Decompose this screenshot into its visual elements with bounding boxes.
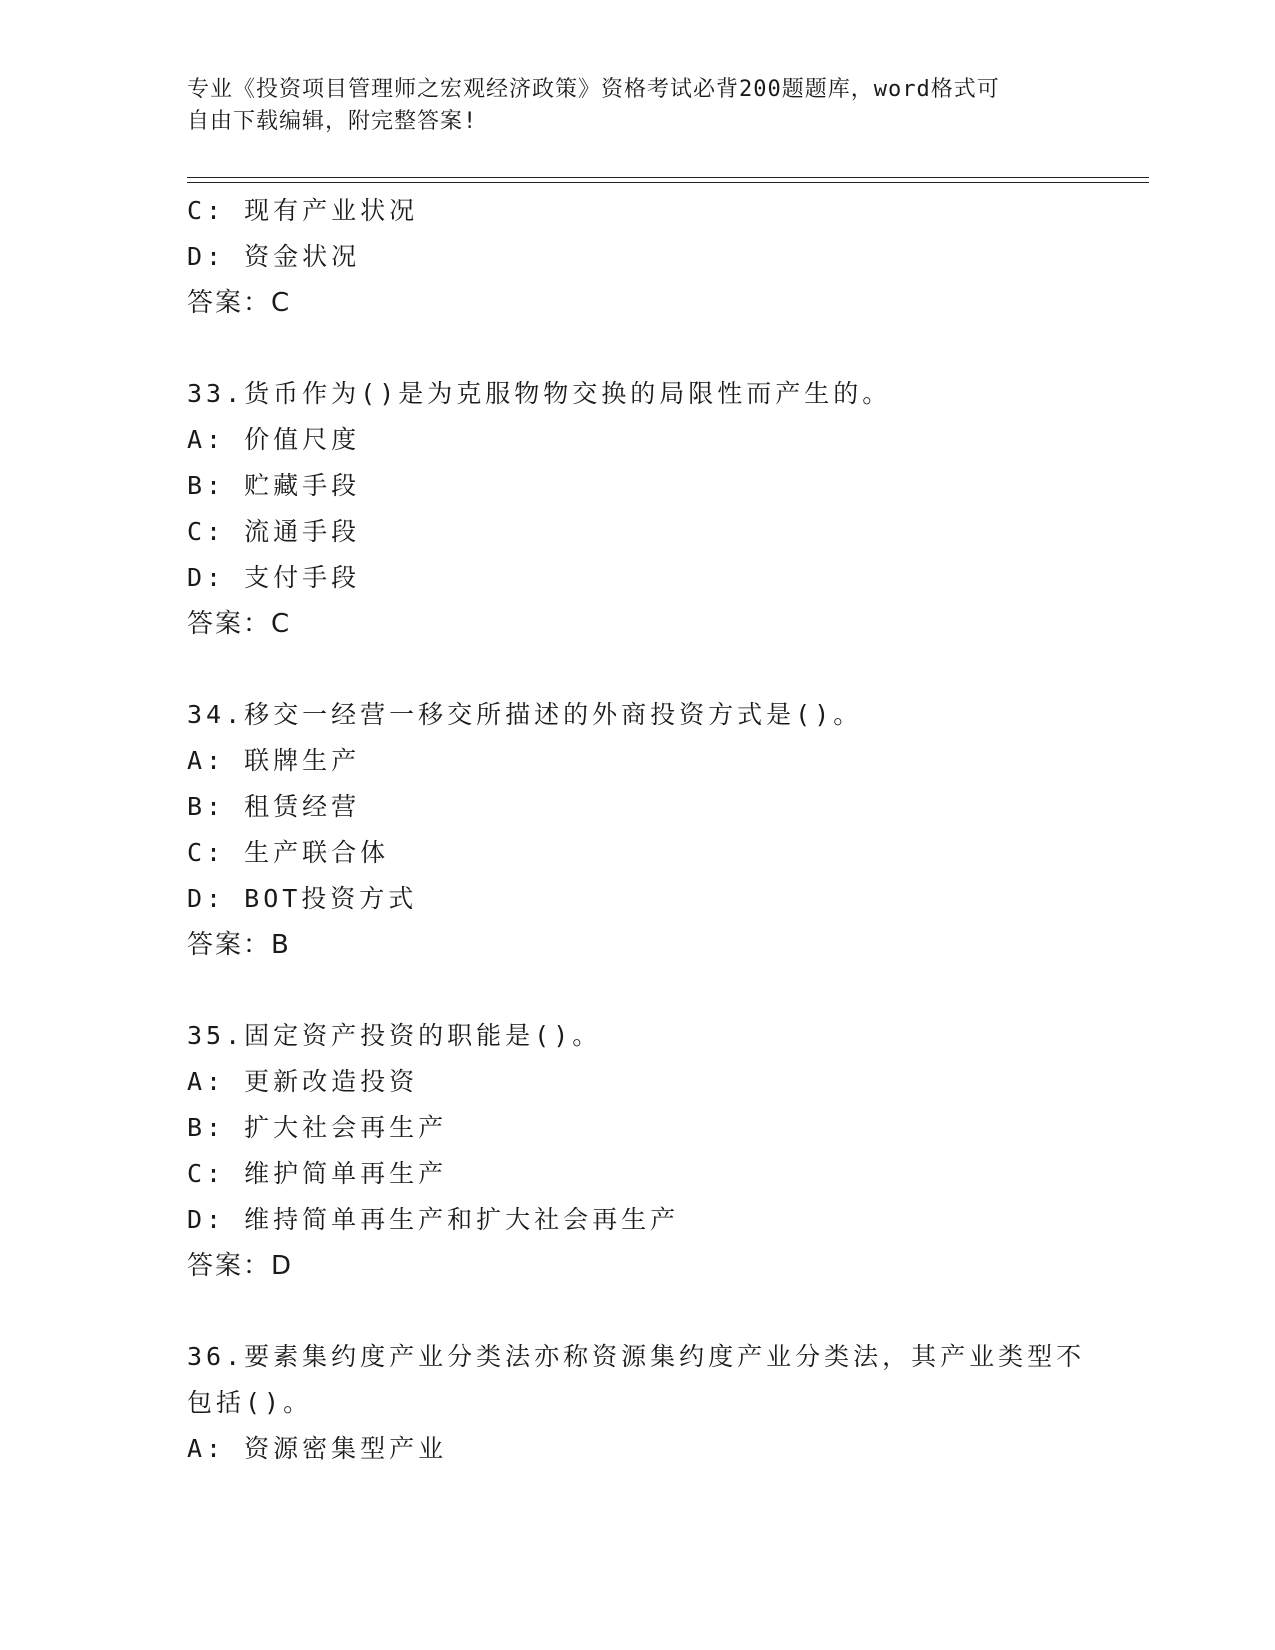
question-34 [187, 692, 1087, 968]
option-d: D: BOT投资方式 [187, 884, 418, 913]
question-32-continued [187, 188, 1087, 326]
header-line-1: 专业《投资项目管理师之宏观经济政策》资格考试必背200题题库，word格式可 [187, 77, 1000, 102]
option-c: C: 生产联合体 [187, 838, 390, 867]
spacer [187, 326, 1087, 371]
answer: 答案：B [187, 930, 291, 960]
spacer [187, 1289, 1087, 1334]
option-d: D: 支付手段 [187, 563, 361, 592]
answer: 答案：C [187, 609, 292, 639]
header-divider-top [187, 177, 1149, 178]
header-line-2: 自由下载编辑，附完整答案! [187, 109, 478, 134]
question-stem-line-2: 包括()。 [187, 1388, 313, 1417]
option-d: D: 维持简单再生产和扩大社会再生产 [187, 1205, 680, 1234]
option-a: A: 价值尺度 [187, 425, 361, 454]
option-b: B: 扩大社会再生产 [187, 1113, 448, 1142]
option-a: A: 更新改造投资 [187, 1067, 419, 1096]
option-c: C: 现有产业状况 [187, 196, 419, 225]
question-stem: 34.移交一经营一移交所描述的外商投资方式是()。 [187, 700, 863, 729]
spacer [187, 968, 1087, 1013]
question-stem: 33.货币作为()是为克服物物交换的局限性而产生的。 [187, 379, 892, 408]
question-list [187, 188, 1087, 1472]
option-a: A: 联牌生产 [187, 746, 361, 775]
spacer [187, 647, 1087, 692]
option-b: B: 贮藏手段 [187, 471, 361, 500]
option-c: C: 维护简单再生产 [187, 1159, 448, 1188]
answer: 答案：D [187, 1251, 294, 1281]
answer: 答案：C [187, 288, 292, 318]
question-36 [187, 1334, 1087, 1472]
question-35 [187, 1013, 1087, 1289]
question-stem-line-1: 36.要素集约度产业分类法亦称资源集约度产业分类法，其产业类型不 [187, 1342, 1086, 1371]
option-b: B: 租赁经营 [187, 792, 361, 821]
question-stem: 35.固定资产投资的职能是()。 [187, 1021, 602, 1050]
option-a: A: 资源密集型产业 [187, 1434, 448, 1463]
option-d: D: 资金状况 [187, 242, 361, 271]
document-header [187, 74, 1087, 138]
option-c: C: 流通手段 [187, 517, 361, 546]
question-33 [187, 371, 1087, 647]
header-divider-bottom [187, 182, 1149, 183]
